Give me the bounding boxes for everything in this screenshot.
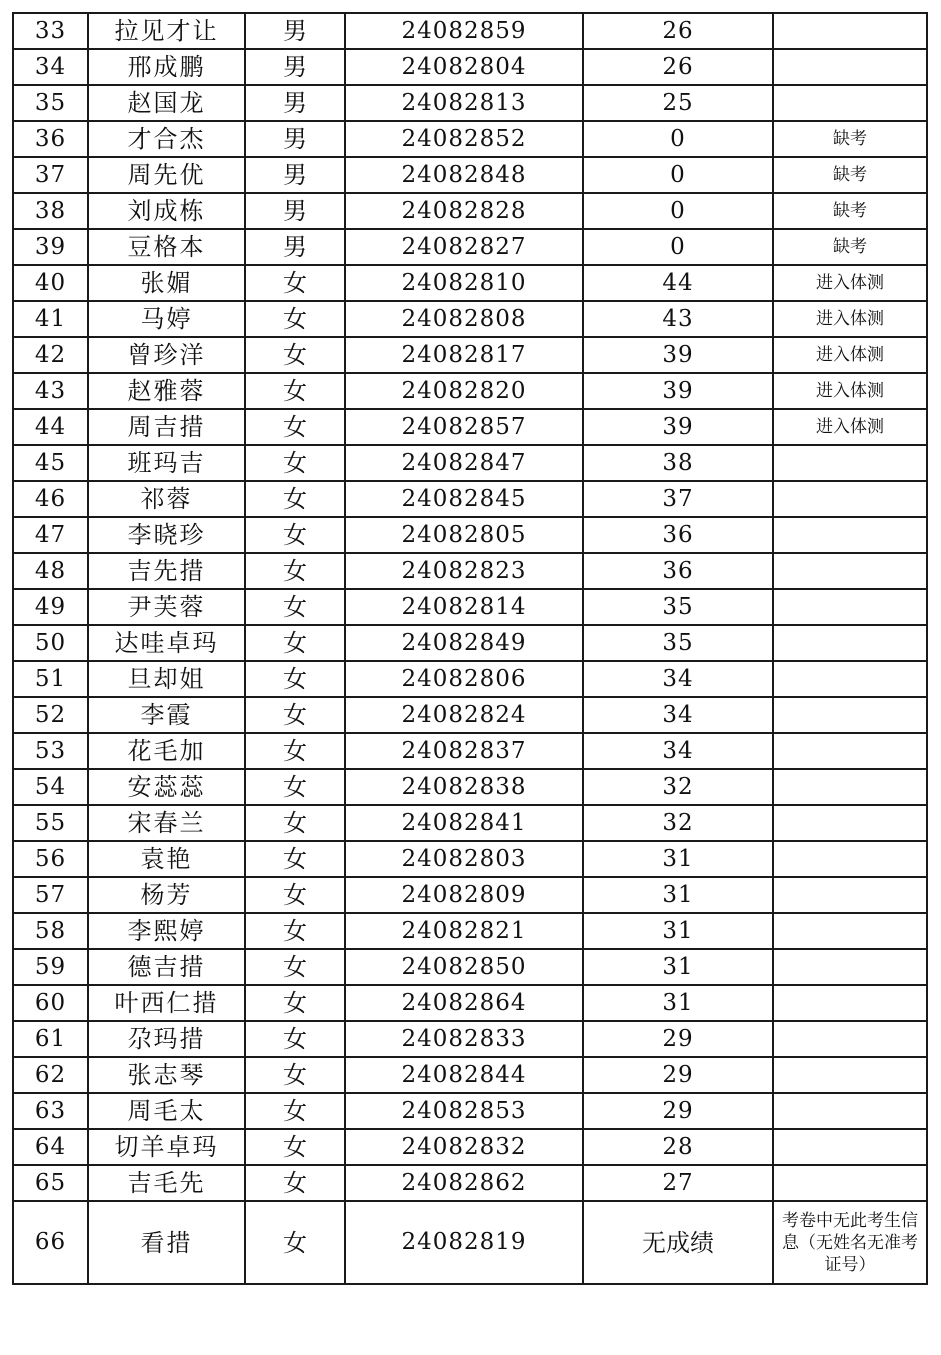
exam-score: 36 (583, 553, 773, 589)
row-number: 49 (13, 589, 88, 625)
row-number: 62 (13, 1057, 88, 1093)
admission-ticket-number: 24082806 (345, 661, 583, 697)
candidate-name: 切羊卓玛 (88, 1129, 245, 1165)
remark: 考卷中无此考生信息（无姓名无准考证号） (773, 1201, 927, 1284)
admission-ticket-number: 24082862 (345, 1165, 583, 1201)
admission-ticket-number: 24082814 (345, 589, 583, 625)
admission-ticket-number: 24082848 (345, 157, 583, 193)
admission-ticket-number: 24082847 (345, 445, 583, 481)
table-row (13, 733, 927, 769)
candidate-gender: 女 (245, 1201, 345, 1284)
admission-ticket-number: 24082810 (345, 265, 583, 301)
candidate-gender: 女 (245, 337, 345, 373)
row-number: 45 (13, 445, 88, 481)
row-number: 66 (13, 1201, 88, 1284)
candidate-name: 周吉措 (88, 409, 245, 445)
row-number: 56 (13, 841, 88, 877)
row-number: 64 (13, 1129, 88, 1165)
exam-score: 39 (583, 373, 773, 409)
candidate-gender: 女 (245, 841, 345, 877)
exam-score: 31 (583, 841, 773, 877)
remark: 进入体测 (773, 409, 927, 445)
remark (773, 877, 927, 913)
candidate-gender: 女 (245, 1165, 345, 1201)
table-row (13, 301, 927, 337)
remark (773, 625, 927, 661)
candidate-gender: 女 (245, 625, 345, 661)
exam-score: 37 (583, 481, 773, 517)
remark (773, 1093, 927, 1129)
admission-ticket-number: 24082832 (345, 1129, 583, 1165)
admission-ticket-number: 24082809 (345, 877, 583, 913)
exam-score: 39 (583, 409, 773, 445)
exam-score: 32 (583, 769, 773, 805)
candidate-name: 花毛加 (88, 733, 245, 769)
exam-score: 0 (583, 121, 773, 157)
admission-ticket-number: 24082824 (345, 697, 583, 733)
candidate-gender: 男 (245, 85, 345, 121)
remark (773, 445, 927, 481)
table-row (13, 877, 927, 913)
candidate-name: 曾珍洋 (88, 337, 245, 373)
remark (773, 733, 927, 769)
exam-score: 25 (583, 85, 773, 121)
admission-ticket-number: 24082864 (345, 985, 583, 1021)
row-number: 36 (13, 121, 88, 157)
admission-ticket-number: 24082828 (345, 193, 583, 229)
candidate-name: 旦却姐 (88, 661, 245, 697)
candidate-gender: 男 (245, 121, 345, 157)
row-number: 54 (13, 769, 88, 805)
candidate-name: 尹芙蓉 (88, 589, 245, 625)
exam-score: 31 (583, 913, 773, 949)
candidate-name: 张媚 (88, 265, 245, 301)
admission-ticket-number: 24082803 (345, 841, 583, 877)
candidate-name: 达哇卓玛 (88, 625, 245, 661)
candidate-name: 赵雅蓉 (88, 373, 245, 409)
admission-ticket-number: 24082820 (345, 373, 583, 409)
exam-score: 44 (583, 265, 773, 301)
remark (773, 1057, 927, 1093)
remark (773, 553, 927, 589)
admission-ticket-number: 24082804 (345, 49, 583, 85)
remark (773, 661, 927, 697)
candidate-name: 德吉措 (88, 949, 245, 985)
candidate-name: 李熙婷 (88, 913, 245, 949)
candidate-gender: 女 (245, 301, 345, 337)
row-number: 33 (13, 13, 88, 49)
table-row (13, 445, 927, 481)
remark (773, 589, 927, 625)
exam-score: 29 (583, 1021, 773, 1057)
candidate-gender: 男 (245, 13, 345, 49)
exam-score: 43 (583, 301, 773, 337)
remark (773, 805, 927, 841)
candidate-gender: 女 (245, 265, 345, 301)
candidate-gender: 女 (245, 697, 345, 733)
row-number: 65 (13, 1165, 88, 1201)
candidate-gender: 女 (245, 409, 345, 445)
table-row (13, 697, 927, 733)
exam-score: 0 (583, 157, 773, 193)
row-number: 59 (13, 949, 88, 985)
table-row (13, 769, 927, 805)
admission-ticket-number: 24082853 (345, 1093, 583, 1129)
table-row (13, 1129, 927, 1165)
exam-score: 31 (583, 877, 773, 913)
exam-score: 0 (583, 229, 773, 265)
table-row (13, 85, 927, 121)
exam-score: 36 (583, 517, 773, 553)
row-number: 48 (13, 553, 88, 589)
table-row (13, 913, 927, 949)
candidate-name: 拉见才让 (88, 13, 245, 49)
exam-score: 34 (583, 733, 773, 769)
row-number: 42 (13, 337, 88, 373)
admission-ticket-number: 24082850 (345, 949, 583, 985)
exam-score: 29 (583, 1093, 773, 1129)
table-row (13, 13, 927, 49)
remark (773, 841, 927, 877)
candidate-gender: 女 (245, 805, 345, 841)
admission-ticket-number: 24082852 (345, 121, 583, 157)
exam-score: 31 (583, 949, 773, 985)
candidate-name: 宋春兰 (88, 805, 245, 841)
exam-score: 34 (583, 661, 773, 697)
remark: 进入体测 (773, 373, 927, 409)
row-number: 39 (13, 229, 88, 265)
exam-score: 27 (583, 1165, 773, 1201)
remark (773, 1129, 927, 1165)
candidate-gender: 女 (245, 445, 345, 481)
admission-ticket-number: 24082841 (345, 805, 583, 841)
candidate-gender: 女 (245, 517, 345, 553)
candidate-name: 袁艳 (88, 841, 245, 877)
admission-ticket-number: 24082833 (345, 1021, 583, 1057)
candidate-gender: 女 (245, 913, 345, 949)
results-table (12, 12, 928, 1285)
remark: 进入体测 (773, 337, 927, 373)
candidate-name: 才合杰 (88, 121, 245, 157)
admission-ticket-number: 24082849 (345, 625, 583, 661)
remark (773, 769, 927, 805)
candidate-name: 周毛太 (88, 1093, 245, 1129)
table-row (13, 193, 927, 229)
table-row (13, 121, 927, 157)
table-row-last (13, 1201, 927, 1284)
admission-ticket-number: 24082857 (345, 409, 583, 445)
row-number: 41 (13, 301, 88, 337)
admission-ticket-number: 24082819 (345, 1201, 583, 1284)
table-row (13, 1057, 927, 1093)
table-row (13, 553, 927, 589)
candidate-name: 叶西仁措 (88, 985, 245, 1021)
candidate-name: 祁蓉 (88, 481, 245, 517)
row-number: 51 (13, 661, 88, 697)
admission-ticket-number: 24082823 (345, 553, 583, 589)
remark (773, 1021, 927, 1057)
candidate-name: 李晓珍 (88, 517, 245, 553)
row-number: 57 (13, 877, 88, 913)
row-number: 38 (13, 193, 88, 229)
table-row (13, 661, 927, 697)
row-number: 55 (13, 805, 88, 841)
exam-score: 38 (583, 445, 773, 481)
admission-ticket-number: 24082813 (345, 85, 583, 121)
candidate-gender: 女 (245, 373, 345, 409)
table-row (13, 1165, 927, 1201)
exam-score: 28 (583, 1129, 773, 1165)
admission-ticket-number: 24082821 (345, 913, 583, 949)
candidate-gender: 女 (245, 1129, 345, 1165)
table-row (13, 229, 927, 265)
remark (773, 481, 927, 517)
candidate-name: 看措 (88, 1201, 245, 1284)
candidate-gender: 女 (245, 589, 345, 625)
table-row (13, 409, 927, 445)
candidate-name: 张志琴 (88, 1057, 245, 1093)
admission-ticket-number: 24082845 (345, 481, 583, 517)
row-number: 47 (13, 517, 88, 553)
exam-score: 31 (583, 985, 773, 1021)
candidate-name: 邢成鹏 (88, 49, 245, 85)
row-number: 44 (13, 409, 88, 445)
remark (773, 1165, 927, 1201)
remark (773, 913, 927, 949)
admission-ticket-number: 24082837 (345, 733, 583, 769)
table-row (13, 157, 927, 193)
table-row (13, 481, 927, 517)
candidate-gender: 女 (245, 553, 345, 589)
admission-ticket-number: 24082859 (345, 13, 583, 49)
candidate-gender: 女 (245, 1021, 345, 1057)
exam-score: 29 (583, 1057, 773, 1093)
candidate-name: 吉毛先 (88, 1165, 245, 1201)
table-row (13, 589, 927, 625)
row-number: 53 (13, 733, 88, 769)
candidate-name: 刘成栋 (88, 193, 245, 229)
table-row (13, 337, 927, 373)
candidate-name: 尕玛措 (88, 1021, 245, 1057)
results-table-body (13, 13, 927, 1201)
exam-score: 35 (583, 625, 773, 661)
row-number: 37 (13, 157, 88, 193)
table-row (13, 625, 927, 661)
candidate-name: 马婷 (88, 301, 245, 337)
table-row (13, 805, 927, 841)
table-row (13, 841, 927, 877)
row-number: 35 (13, 85, 88, 121)
candidate-gender: 女 (245, 1057, 345, 1093)
row-number: 61 (13, 1021, 88, 1057)
exam-score: 无成绩 (583, 1201, 773, 1284)
candidate-gender: 女 (245, 877, 345, 913)
exam-score: 34 (583, 697, 773, 733)
row-number: 34 (13, 49, 88, 85)
table-row (13, 265, 927, 301)
row-number: 52 (13, 697, 88, 733)
table-row (13, 49, 927, 85)
candidate-gender: 男 (245, 229, 345, 265)
remark (773, 985, 927, 1021)
candidate-name: 豆格本 (88, 229, 245, 265)
candidate-gender: 女 (245, 1093, 345, 1129)
exam-score: 39 (583, 337, 773, 373)
candidate-name: 李霞 (88, 697, 245, 733)
remark: 缺考 (773, 121, 927, 157)
candidate-name: 安蕊蕊 (88, 769, 245, 805)
exam-score: 35 (583, 589, 773, 625)
table-row (13, 1021, 927, 1057)
row-number: 40 (13, 265, 88, 301)
candidate-gender: 女 (245, 769, 345, 805)
remark: 缺考 (773, 229, 927, 265)
candidate-gender: 男 (245, 49, 345, 85)
row-number: 50 (13, 625, 88, 661)
candidate-gender: 女 (245, 949, 345, 985)
candidate-gender: 女 (245, 733, 345, 769)
remark (773, 13, 927, 49)
table-row (13, 517, 927, 553)
remark: 缺考 (773, 157, 927, 193)
candidate-gender: 女 (245, 661, 345, 697)
candidate-name: 班玛吉 (88, 445, 245, 481)
exam-score: 32 (583, 805, 773, 841)
row-number: 60 (13, 985, 88, 1021)
table-row (13, 373, 927, 409)
row-number: 63 (13, 1093, 88, 1129)
candidate-gender: 女 (245, 481, 345, 517)
remark: 进入体测 (773, 301, 927, 337)
admission-ticket-number: 24082808 (345, 301, 583, 337)
table-row (13, 949, 927, 985)
exam-score: 26 (583, 49, 773, 85)
candidate-name: 赵国龙 (88, 85, 245, 121)
remark (773, 949, 927, 985)
remark (773, 49, 927, 85)
row-number: 43 (13, 373, 88, 409)
candidate-gender: 男 (245, 157, 345, 193)
candidate-name: 吉先措 (88, 553, 245, 589)
candidate-gender: 女 (245, 985, 345, 1021)
table-row (13, 985, 927, 1021)
remark (773, 517, 927, 553)
table-row (13, 1093, 927, 1129)
candidate-gender: 男 (245, 193, 345, 229)
admission-ticket-number: 24082817 (345, 337, 583, 373)
admission-ticket-number: 24082805 (345, 517, 583, 553)
row-number: 58 (13, 913, 88, 949)
remark: 缺考 (773, 193, 927, 229)
admission-ticket-number: 24082827 (345, 229, 583, 265)
row-number: 46 (13, 481, 88, 517)
exam-score: 0 (583, 193, 773, 229)
remark (773, 697, 927, 733)
admission-ticket-number: 24082844 (345, 1057, 583, 1093)
candidate-name: 周先优 (88, 157, 245, 193)
candidate-name: 杨芳 (88, 877, 245, 913)
admission-ticket-number: 24082838 (345, 769, 583, 805)
exam-score: 26 (583, 13, 773, 49)
remark (773, 85, 927, 121)
remark: 进入体测 (773, 265, 927, 301)
